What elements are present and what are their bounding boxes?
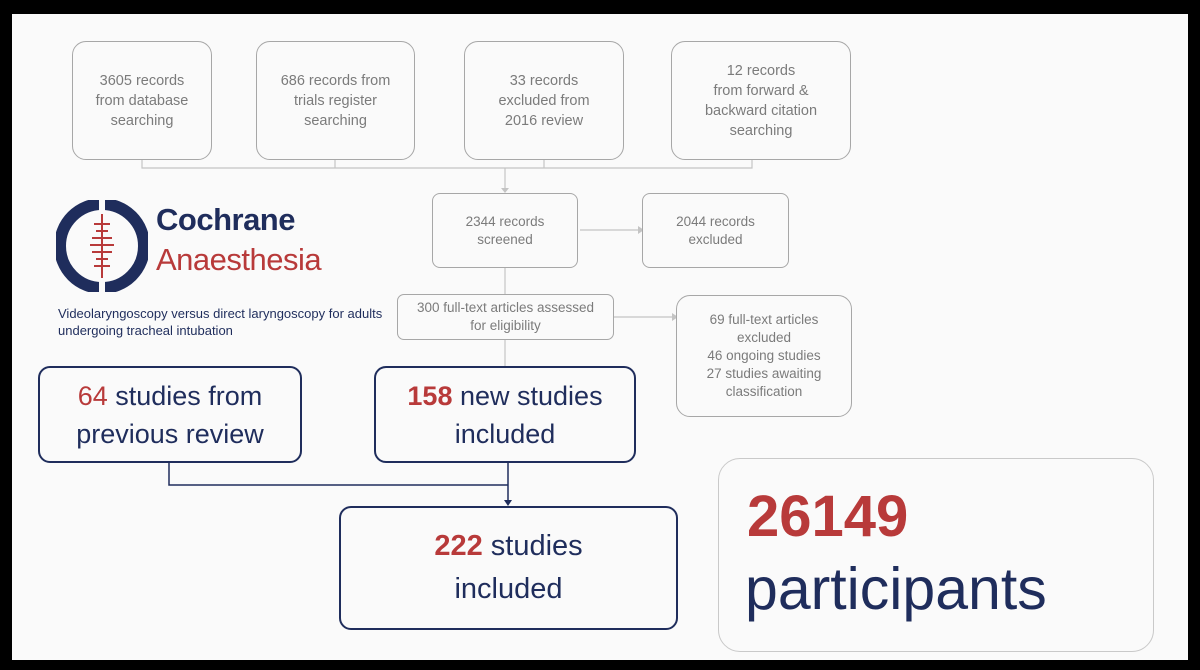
box-line: classification (725, 384, 803, 399)
box-line: 300 full-text articles assessed (416, 300, 595, 315)
participants-label: participants (745, 556, 1047, 622)
previous-review-studies-box (38, 366, 302, 463)
box-line (78, 377, 263, 415)
box-line: 69 full-text articles (709, 312, 819, 327)
box-line: trials register (294, 92, 377, 109)
box-text: new studies (459, 380, 603, 411)
box-line: 3605 records (99, 72, 185, 89)
box-line: excluded from (498, 92, 590, 109)
box-text: studies (490, 530, 583, 562)
box-line: previous review (76, 418, 264, 449)
box-line: searching (729, 122, 793, 139)
participants-count: 26149 (747, 484, 909, 549)
box-line (407, 377, 602, 415)
citation-search-box (671, 41, 851, 160)
box-line: 33 records (509, 72, 579, 89)
excluded-2016-review-box (464, 41, 624, 160)
box-line: 12 records (726, 62, 796, 79)
box-line: for eligibility (470, 318, 541, 333)
box-line: 2044 records (676, 213, 755, 229)
records-excluded-box (642, 193, 789, 268)
box-line: 46 ongoing studies (707, 348, 821, 363)
box-line: screened (477, 231, 533, 247)
box-line: 686 records from (280, 72, 391, 89)
study-count: 64 (77, 380, 108, 411)
study-count: 222 (434, 530, 483, 562)
sources-merge-line (142, 160, 752, 168)
box-line: 27 studies awaiting (706, 366, 822, 381)
box-line: included (454, 418, 556, 449)
box-line: from forward & (713, 82, 809, 99)
box-line: included (454, 573, 563, 605)
merge-to-total-line (169, 463, 508, 500)
box-line: backward citation (704, 102, 818, 119)
database-records-box (72, 41, 212, 160)
study-count: 158 (407, 380, 453, 411)
fulltext-excluded-box (676, 295, 852, 417)
box-line: from database (95, 92, 189, 109)
participants-card (718, 458, 1154, 652)
box-line: searching (110, 112, 174, 129)
logo-name-line2: Anaesthesia (156, 242, 322, 277)
box-line (434, 525, 582, 568)
new-studies-box (374, 366, 636, 463)
box-line: excluded (688, 231, 743, 247)
box-line: 2344 records (465, 213, 545, 229)
box-line: 2016 review (504, 112, 584, 129)
slide (12, 14, 1188, 660)
box-text: studies from (115, 380, 263, 411)
total-studies-box (339, 506, 678, 630)
cochrane-logo-icon (56, 200, 148, 292)
records-screened-box (432, 193, 578, 268)
box-line: excluded (736, 330, 792, 345)
logo-name-line1: Cochrane (156, 202, 295, 237)
box-line: searching (304, 112, 367, 129)
review-title: Videolaryngoscopy versus direct laryngoscopy for adults undergoing tracheal intubation (58, 306, 383, 338)
trials-register-box (256, 41, 415, 160)
fulltext-assessed-box (397, 294, 614, 340)
